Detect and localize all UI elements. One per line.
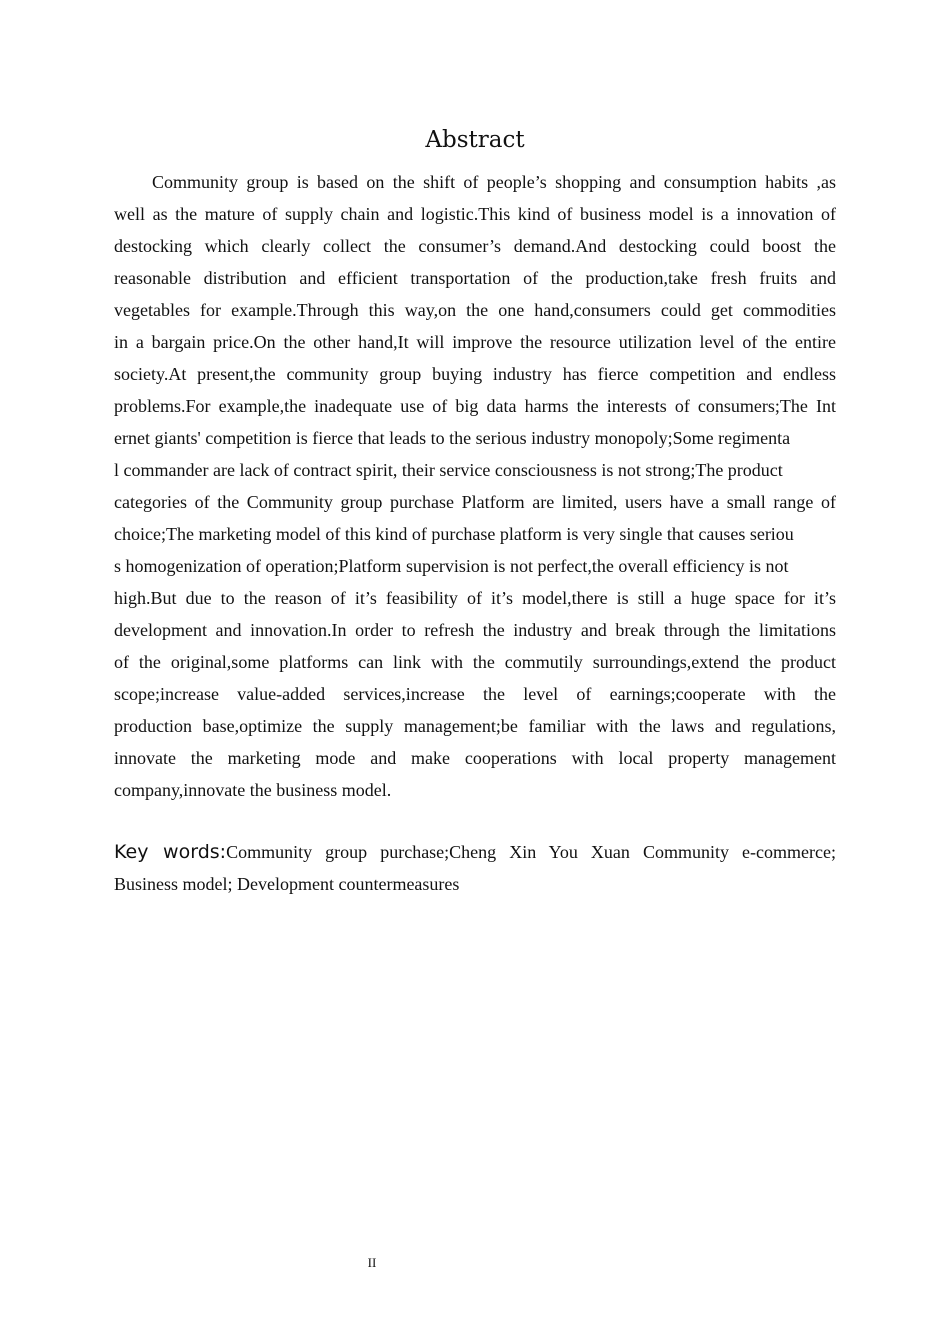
abstract-line: vegetables for example.Through this way,on the one hand,consumers could get commodities [114,300,836,320]
abstract-line: scope;increase value-added services,increase the level of earnings;cooperate with the [114,684,836,704]
abstract-title: Abstract [425,127,525,153]
keywords-section [114,836,836,900]
abstract-line: reasonable distribution and efficient transportation of the production,take fresh fruits and [114,268,836,288]
keywords-label: Key words: [114,841,227,863]
abstract-line: well as the mature of supply chain and logistic.This kind of business model is a innovation of [114,204,836,224]
keywords-line-1 [114,836,836,868]
abstract-line: in a bargain price.On the other hand,It will improve the resource utilization level of the entire [114,332,836,352]
abstract-line: ernet giants' competition is fierce that leads to the serious industry monopoly;Some regimenta [114,428,791,448]
abstract-line: innovate the marketing mode and make cooperations with local property management [114,748,836,768]
abstract-line: choice;The marketing model of this kind of purchase platform is very single that causes seriou [114,524,794,544]
abstract-line: l commander are lack of contract spirit, their service consciousness is not strong;The product [114,460,783,480]
keywords-text-2: Business model; Development countermeasures [114,874,460,894]
abstract-line: problems.For example,the inadequate use of big data harms the interests of consumers;The Int [114,396,836,416]
abstract-line: of the original,some platforms can link with the commutily surroundings,extend the product [114,652,836,672]
page-number: II [367,1255,377,1270]
abstract-line: destocking which clearly collect the consumer’s demand.And destocking could boost the [114,236,836,256]
abstract-line: production base,optimize the supply management;be familiar with the laws and regulations, [114,716,836,736]
abstract-line: development and innovation.In order to refresh the industry and break through the limitations [114,620,836,640]
keywords-text-1: Community group purchase;Cheng Xin You Xuan Community e-commerce; [226,842,836,862]
abstract-line: Community group is based on the shift of people’s shopping and consumption habits ,as [152,172,836,192]
abstract-body [114,166,836,806]
abstract-line: s homogenization of operation;Platform supervision is not perfect,the overall efficiency is not [114,556,789,576]
abstract-line: company,innovate the business model. [114,780,392,800]
abstract-line: society.At present,the community group buying industry has fierce competition and endless [114,364,836,384]
abstract-line: high.But due to the reason of it’s feasibility of it’s model,there is still a huge space for it’s [114,588,836,608]
abstract-line: categories of the Community group purchase Platform are limited, users have a small range of [114,492,836,512]
